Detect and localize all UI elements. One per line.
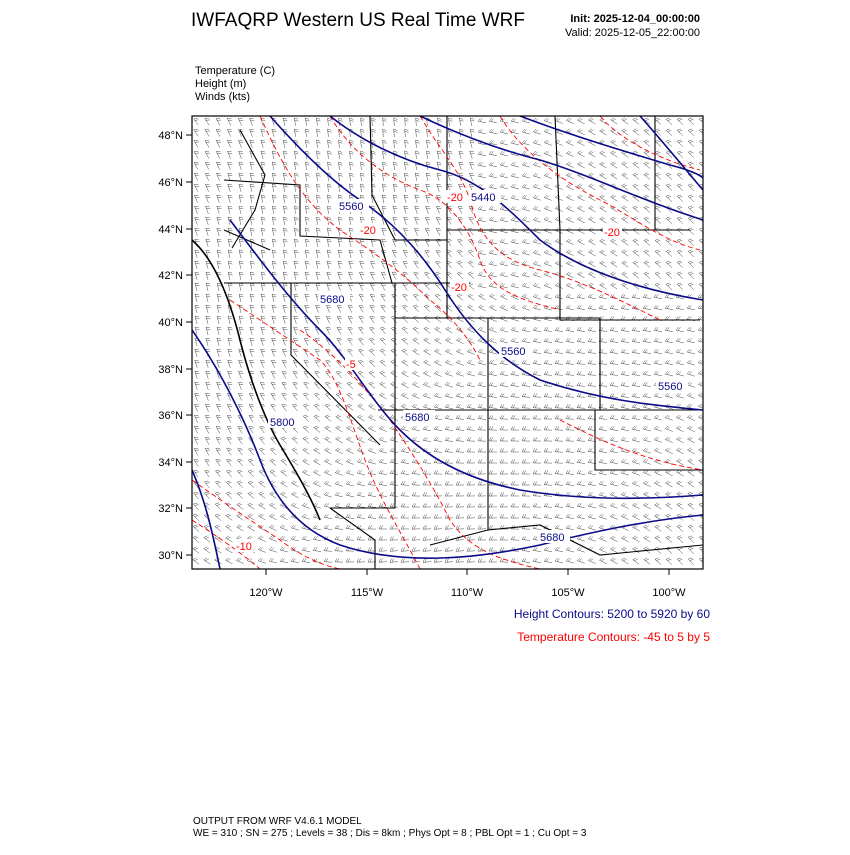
temp-label: -20 [604,227,620,239]
temp-label: -5 [346,359,356,371]
height-label: 5560 [658,381,683,393]
temp-label: -20 [360,225,376,237]
lat-label: 32°N [158,503,183,515]
height-label: 5680 [320,294,345,306]
height-label: 5560 [501,346,526,358]
lon-label: 105°W [551,587,585,599]
field-label-winds: Winds (kts) [195,91,250,103]
lat-label: 40°N [158,317,183,329]
height-label: 5560 [339,201,364,213]
latitude-axis [158,130,192,562]
height-contour-info: Height Contours: 5200 to 5920 by 60 [513,607,710,621]
height-label: 5680 [405,412,430,424]
temp-label: -20 [451,282,467,294]
height-label: 5680 [540,532,565,544]
chart-title: IWFAQRP Western US Real Time WRF [191,10,525,31]
lon-label: 120°W [249,587,283,599]
valid-time: Valid: 2025-12-05_22:00:00 [565,27,700,39]
temperature-contour-info: Temperature Contours: -45 to 5 by 5 [517,630,710,644]
model-footer: OUTPUT FROM WRF V4.6.1 MODEL [193,816,362,827]
field-label-temperature: Temperature (C) [195,65,276,77]
lat-label: 36°N [158,410,183,422]
lat-label: 48°N [158,130,183,142]
init-time: Init: 2025-12-04_00:00:00 [570,13,700,25]
lat-label: 42°N [158,270,183,282]
height-label: 5800 [270,417,295,429]
lat-label: 46°N [158,177,183,189]
height-label: 5440 [471,192,496,204]
longitude-axis [249,569,686,599]
temp-label: -10 [236,541,252,553]
field-label-height: Height (m) [195,78,247,90]
temp-label: -20 [447,192,463,204]
lat-label: 44°N [158,224,183,236]
lat-label: 30°N [158,550,183,562]
model-settings-footer: WE = 310 ; SN = 275 ; Levels = 38 ; Dis = 8km ; Phys Opt = 8 ; PBL Opt = 1 ; Cu Opt = 3 [193,828,587,839]
lon-label: 115°W [350,587,384,599]
lon-label: 100°W [652,587,686,599]
lat-label: 38°N [158,364,183,376]
lon-label: 110°W [450,587,484,599]
lat-label: 34°N [158,457,183,469]
